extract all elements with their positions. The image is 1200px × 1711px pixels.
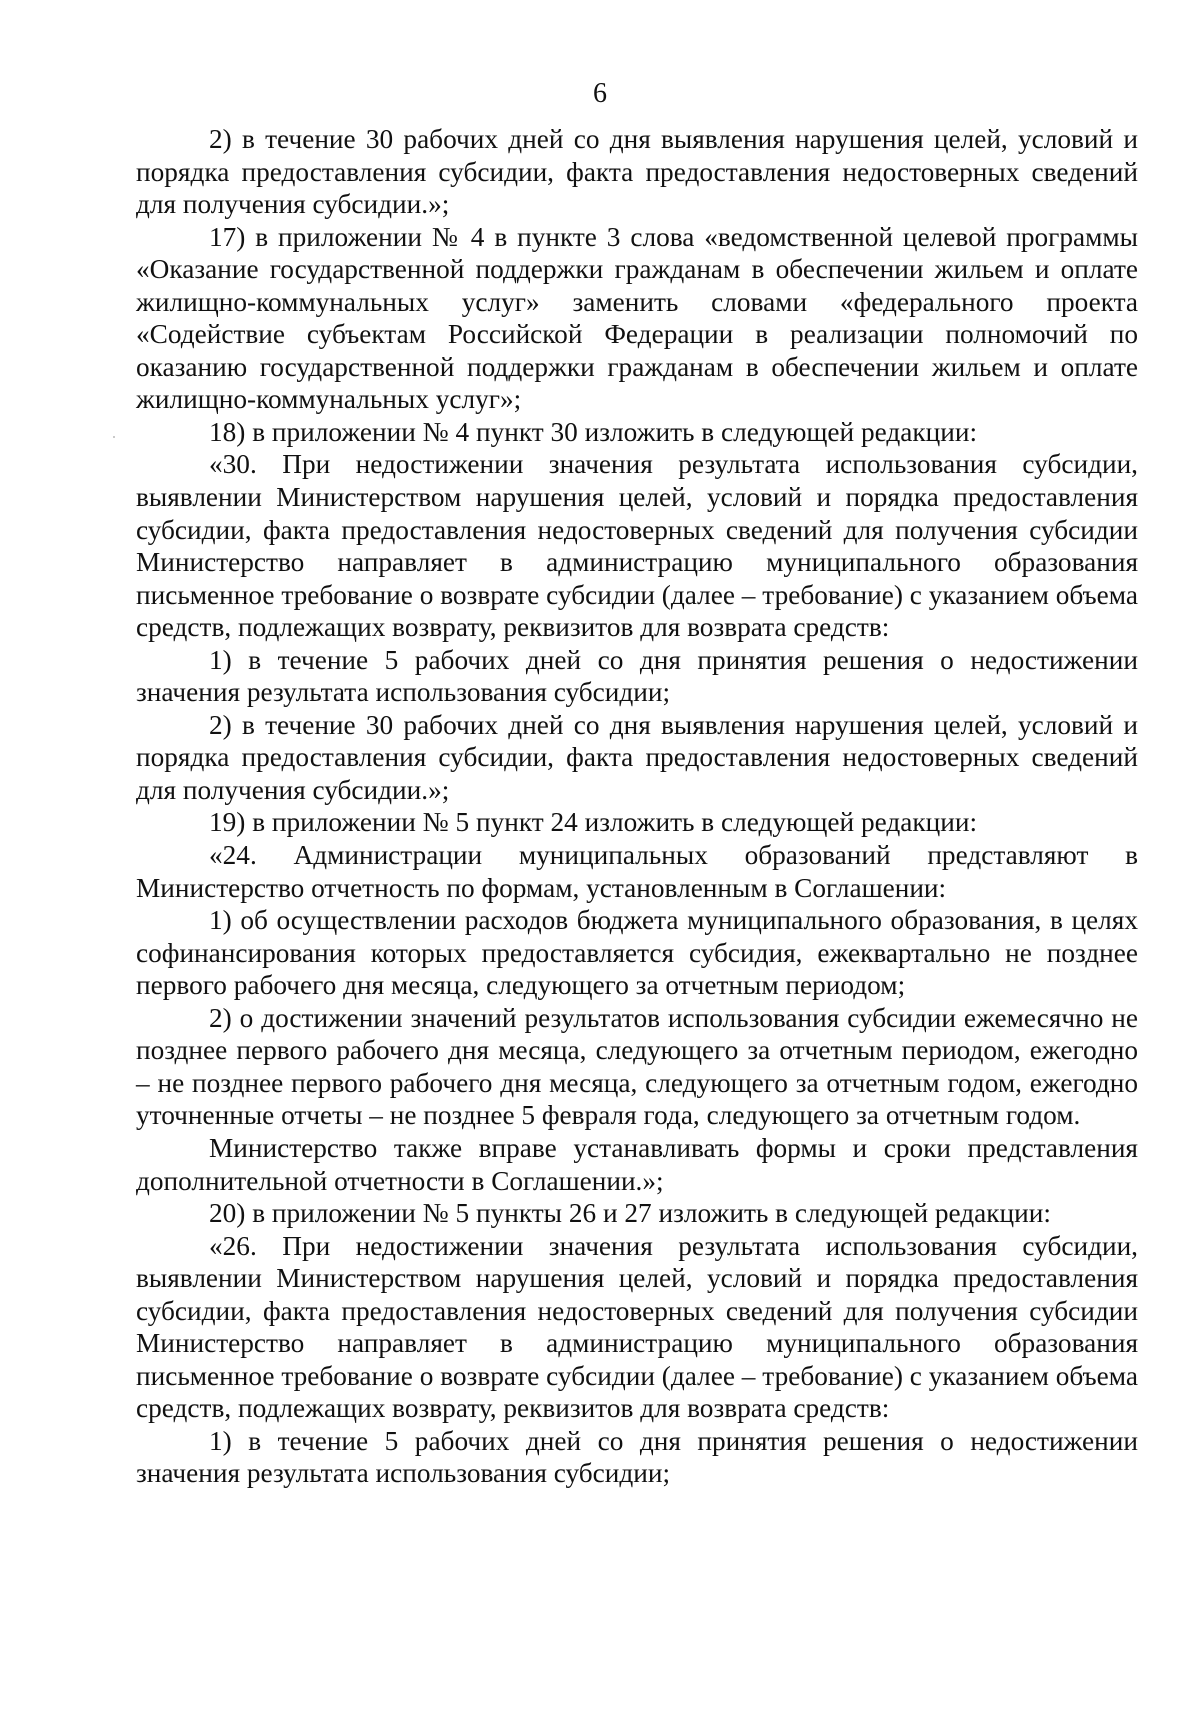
paragraph-clause-26: «26. При недостижении значения результата использования субсидии, выявлении Министерством нарушения целей, условий и порядка предоставления субсидии, факта предоставления недостоверных сведений для получения субсидии Министерство направляет в администрацию муниципального образования письменное требование о возврате субсидии (далее – требование) с указанием объема средств, подлежащих возврату, реквизитов для возврата средств: bbox=[136, 1230, 1138, 1424]
paragraph-amendment-17: 17) в приложении № 4 в пункте 3 слова «ведомственной целевой программы «Оказание государственной поддержки гражданам в обеспечении жильем и оплате жилищно-коммунальных услуг» заменить словами «федерального проекта «Содействие субъектам Российской Федерации в реализации полномочий по оказанию государственной поддержки гражданам в обеспечении жильем и оплате жилищно-коммунальных услуг»; bbox=[136, 221, 1138, 415]
paragraph-clause-24: «24. Администрации муниципальных образований представляют в Министерство отчетность по формам, установленным в Соглашении: bbox=[136, 840, 1138, 903]
paragraph-clause-24-item-1: 1) об осуществлении расходов бюджета муниципального образования, в целях софинансирования которых предоставляется субсидия, ежеквартально не позднее первого рабочего дня месяца, следующего за отчетным периодом; bbox=[136, 905, 1138, 1001]
page-number: 6 bbox=[593, 78, 607, 109]
paragraph-amendment-20: 20) в приложении № 5 пункты 26 и 27 изложить в следующей редакции: bbox=[209, 1198, 1051, 1229]
paragraph-clause-30-item-1: 1) в течение 5 рабочих дней со дня принятия решения о недостижении значения результата использования субсидии; bbox=[136, 644, 1138, 708]
document-body bbox=[136, 123, 1138, 1490]
paragraph-amendment-18: 18) в приложении № 4 пункт 30 изложить в следующей редакции: bbox=[209, 416, 978, 447]
paragraph-clause-26-item-1: 1) в течение 5 рабочих дней со дня принятия решения о недостижении значения результата использования субсидии; bbox=[136, 1425, 1138, 1489]
paragraph-item-2-continuation: 2) в течение 30 рабочих дней со дня выявления нарушения целей, условий и порядка предоставления субсидии, факта предоставления недостоверных сведений для получения субсидии.»; bbox=[136, 124, 1138, 220]
paragraph-clause-24-additional: Министерство также вправе устанавливать формы и сроки представления дополнительной отчетности в Соглашении.»; bbox=[136, 1132, 1138, 1196]
scan-speck bbox=[113, 436, 115, 438]
paragraph-clause-30: «30. При недостижении значения результата использования субсидии, выявлении Министерством нарушения целей, условий и порядка предоставления субсидии, факта предоставления недостоверных сведений для получения субсидии Министерство направляет в администрацию муниципального образования письменное требование о возврате субсидии (далее – требование) с указанием объема средств, подлежащих возврату, реквизитов для возврата средств: bbox=[136, 449, 1138, 643]
paragraph-clause-30-item-2: 2) в течение 30 рабочих дней со дня выявления нарушения целей, условий и порядка предоставления субсидии, факта предоставления недостоверных сведений для получения субсидии.»; bbox=[136, 709, 1138, 805]
paragraph-clause-24-item-2: 2) о достижении значений результатов использования субсидии ежемесячно не позднее первого рабочего дня месяца, следующего за отчетным периодом, ежегодно – не позднее первого рабочего дня месяца, следующего за отчетным годом, ежегодно уточненные отчеты – не позднее 5 февраля года, следующего за отчетным годом. bbox=[136, 1002, 1138, 1131]
paragraph-amendment-19: 19) в приложении № 5 пункт 24 изложить в следующей редакции: bbox=[209, 807, 978, 838]
